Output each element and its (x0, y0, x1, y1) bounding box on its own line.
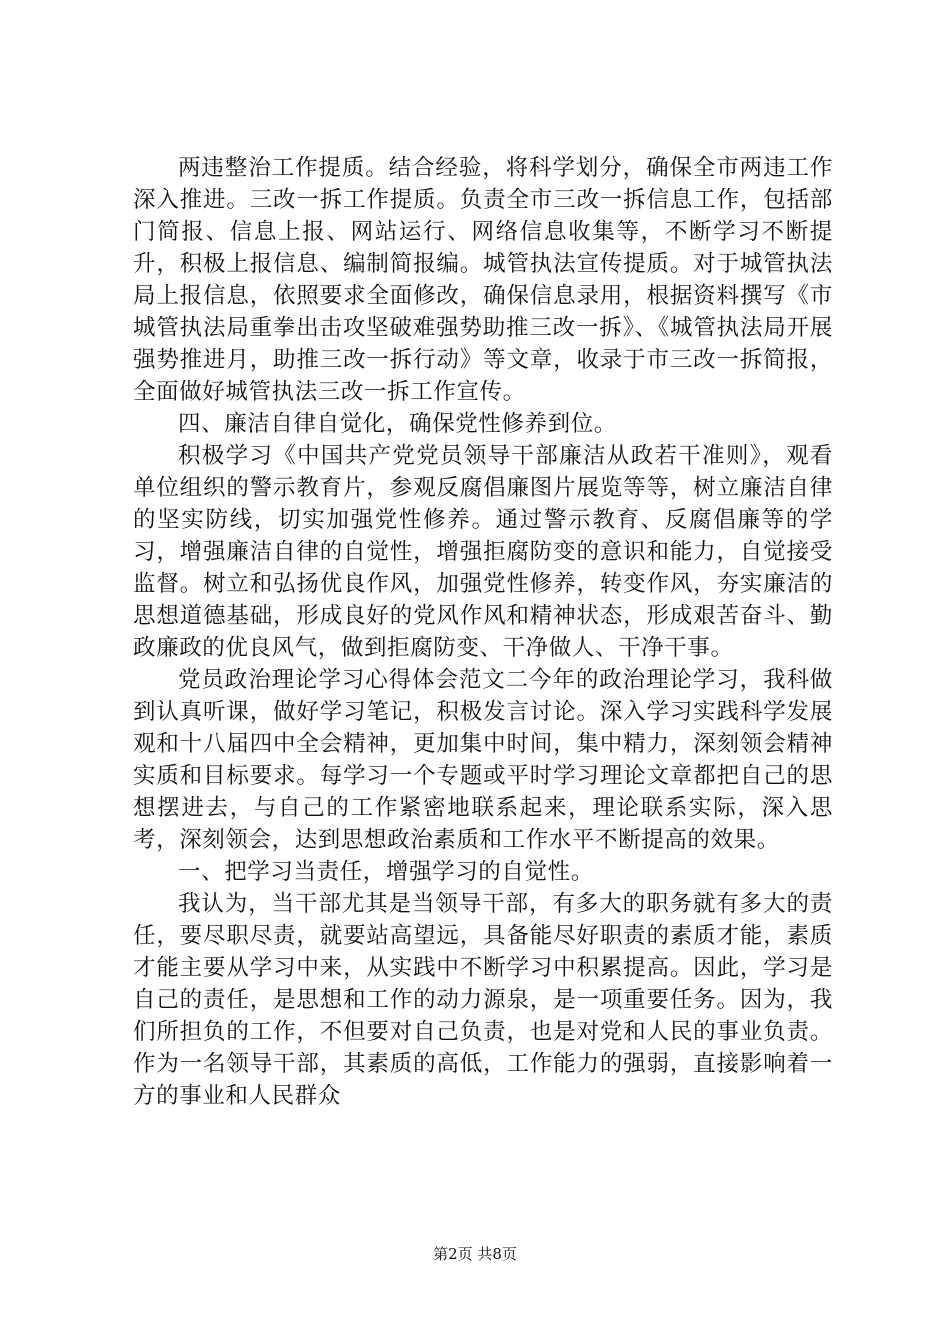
page-number-footer: 第2页 共8页 (433, 1245, 517, 1263)
paragraph-6: 我认为，当干部尤其是当领导干部，有多大的职务就有多大的责任，要尽职尽责，就要站高望远，具备能尽好职责的素质才能，素质才能主要从学习中来，从实践中不断学习中积累提高。因此，学习是自己的责任，是思想和工作的动力源泉，是一项重要任务。因为，我们所担负的工作，不但要对自己负责，也是对党和人民的事业负责。作为一名领导干部，其素质的高低，工作能力的强弱，直接影响着一方的事业和人民群众 (133, 891, 833, 1109)
paragraph-5-heading: 一、把学习当责任，增强学习的自觉性。 (178, 859, 594, 885)
paragraph-4: 党员政治理论学习心得体会范文二今年的政治理论学习，我科做到认真听课，做好学习笔记，积极发言讨论。深入学习实践科学发展观和十八届四中全会精神，更加集中时间，集中精力，深刻领会精神实质和目标要求。每学习一个专题或平时学习理论文章都把自己的思想摆进去，与自己的工作紧密地联系起来，理论联系实际，深入思考，深刻领会，达到思想政治素质和工作水平不断提高的效果。 (133, 667, 833, 853)
paragraph-3: 积极学习《中国共产党党员领导干部廉洁从政若干准则》，观看单位组织的警示教育片，参观反腐倡廉图片展览等等，树立廉洁自律的坚实防线，切实加强党性修养。通过警示教育、反腐倡廉等的学习，增强廉洁自律的自觉性，增强拒腐防变的意识和能力，自觉接受监督。树立和弘扬优良作风，加强党性修养，转变作风，夯实廉洁的思想道德基础，形成良好的党风作风和精神状态，形成艰苦奋斗、勤政廉政的优良风气，做到拒腐防变、干净做人、干净干事。 (133, 443, 833, 661)
paragraph-1: 两违整治工作提质。结合经验，将科学划分，确保全市两违工作深入推进。三改一拆工作提质。负责全市三改一拆信息工作，包括部门简报、信息上报、网站运行、网络信息收集等，不断学习不断提升，积极上报信息、编制简报编。城管执法宣传提质。对于城管执法局上报信息，依照要求全面修改，确保信息录用，根据资料撰写《市城管执法局重拳出击攻坚破难强势助推三改一拆》、《城管执法局开展强势推进月，助推三改一拆行动》等文章，收录于市三改一拆简报，全面做好城管执法三改一拆工作宣传。 (133, 155, 833, 405)
paragraph-2-heading: 四、廉洁自律自觉化，确保党性修养到位。 (178, 411, 617, 437)
document-body (133, 152, 833, 1112)
